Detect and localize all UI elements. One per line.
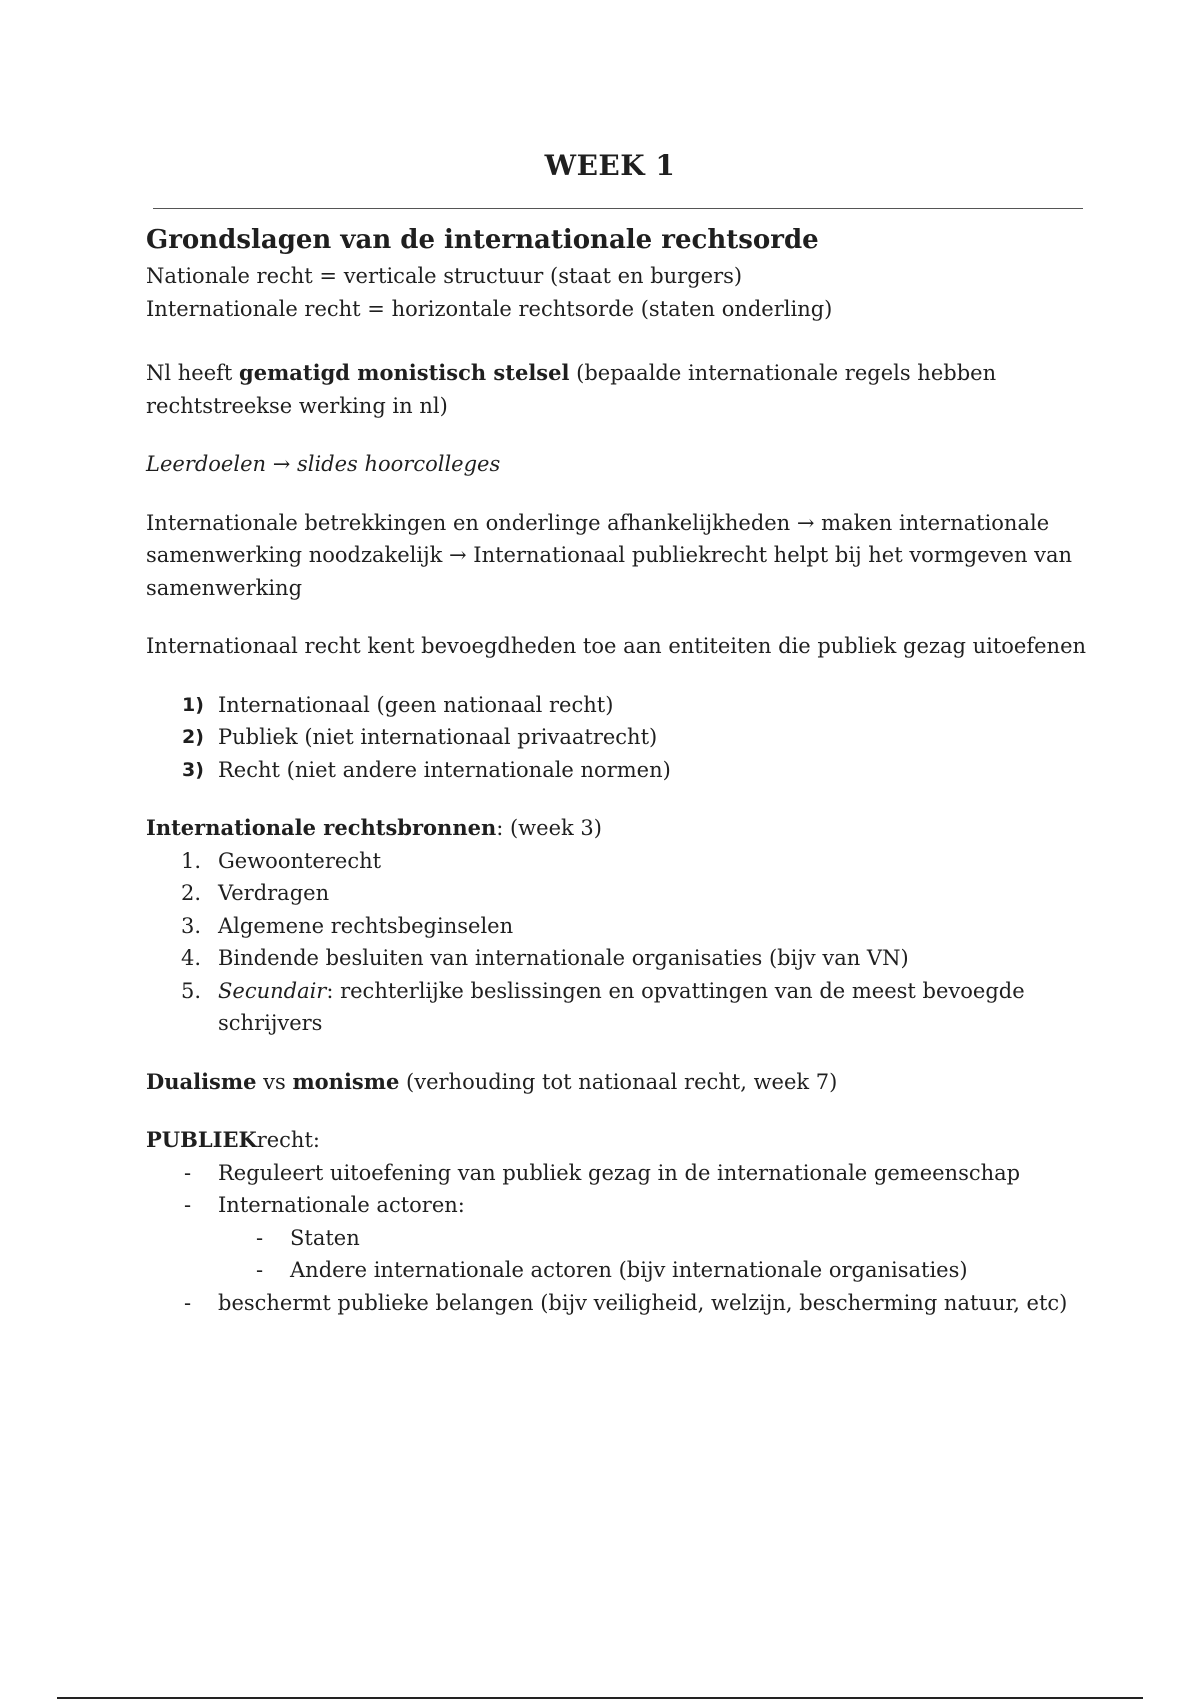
sub-list-item: - Andere internationale actoren (bijv internationale organisaties) <box>256 1258 968 1282</box>
paragraph-betrekkingen: Internationale betrekkingen en onderlinge afhankelijkheden → maken internationale samenwerking noodzakelijk → Internationaal publiekrecht helpt bij het vormgeven van samenwerking <box>146 510 1073 600</box>
definition-national: Nationale recht = verticale structuur (staat en burgers) <box>146 264 743 288</box>
publiekrecht-heading: PUBLIEKrecht: <box>146 1127 320 1152</box>
sub-list-item: - Staten <box>256 1225 360 1250</box>
list-item: - Reguleert uitoefening van publiek gezag in de internationale gemeenschap <box>184 1160 1021 1185</box>
rechtsbronnen-heading: Internationale rechtsbronnen: (week 3) <box>146 815 602 840</box>
list-item: 4. Bindende besluiten van internationale organisaties (bijv van VN) <box>181 946 909 970</box>
footer-divider <box>57 1697 1143 1699</box>
list-item: 2. Verdragen <box>181 881 330 905</box>
definition-international: Internationale recht = horizontale rechtsorde (staten onderling) <box>146 296 833 321</box>
list-item: 1. Gewoonterecht <box>181 848 382 873</box>
leerdoelen-note: Leerdoelen → slides hoorcolleges <box>146 452 501 476</box>
document-body <box>146 222 1096 1319</box>
paragraph-monistisch: Nl heeft gematigd monistisch stelsel (bepaalde internationale regels hebben rechtstreekse werking in nl) <box>146 360 997 418</box>
section-heading: Grondslagen van de internationale rechtsorde <box>146 225 819 255</box>
list-item: - beschermt publieke belangen (bijv veiligheid, welzijn, bescherming natuur, etc) <box>184 1290 1068 1315</box>
paragraph-bevoegdheden: Internationaal recht kent bevoegdheden toe aan entiteiten die publiek gezag uitoefenen <box>146 634 1087 658</box>
list-item: 1) Internationaal (geen nationaal recht) <box>182 692 614 717</box>
list-item: 2) Publiek (niet internationaal privaatrecht) <box>182 725 658 749</box>
list-item: - Internationale actoren: <box>184 1193 465 1217</box>
publiekrecht-list <box>146 1157 1096 1320</box>
title-divider <box>153 208 1083 209</box>
list-item: 3) Recht (niet andere internationale normen) <box>182 757 671 782</box>
dualisme-line: Dualisme vs monisme (verhouding tot nationaal recht, week 7) <box>146 1068 838 1094</box>
list-item: 3. Algemene rechtsbeginselen <box>181 913 514 938</box>
rechtsbronnen-list <box>146 845 1096 1040</box>
kenmerken-list <box>146 689 1096 787</box>
bold-term: gematigd monistisch stelsel <box>239 360 570 385</box>
page-title: WEEK 1 <box>544 149 676 182</box>
list-item: 5. Secundair: rechterlijke beslissingen en opvattingen van de meest bevoegde schrijvers <box>181 978 1025 1035</box>
